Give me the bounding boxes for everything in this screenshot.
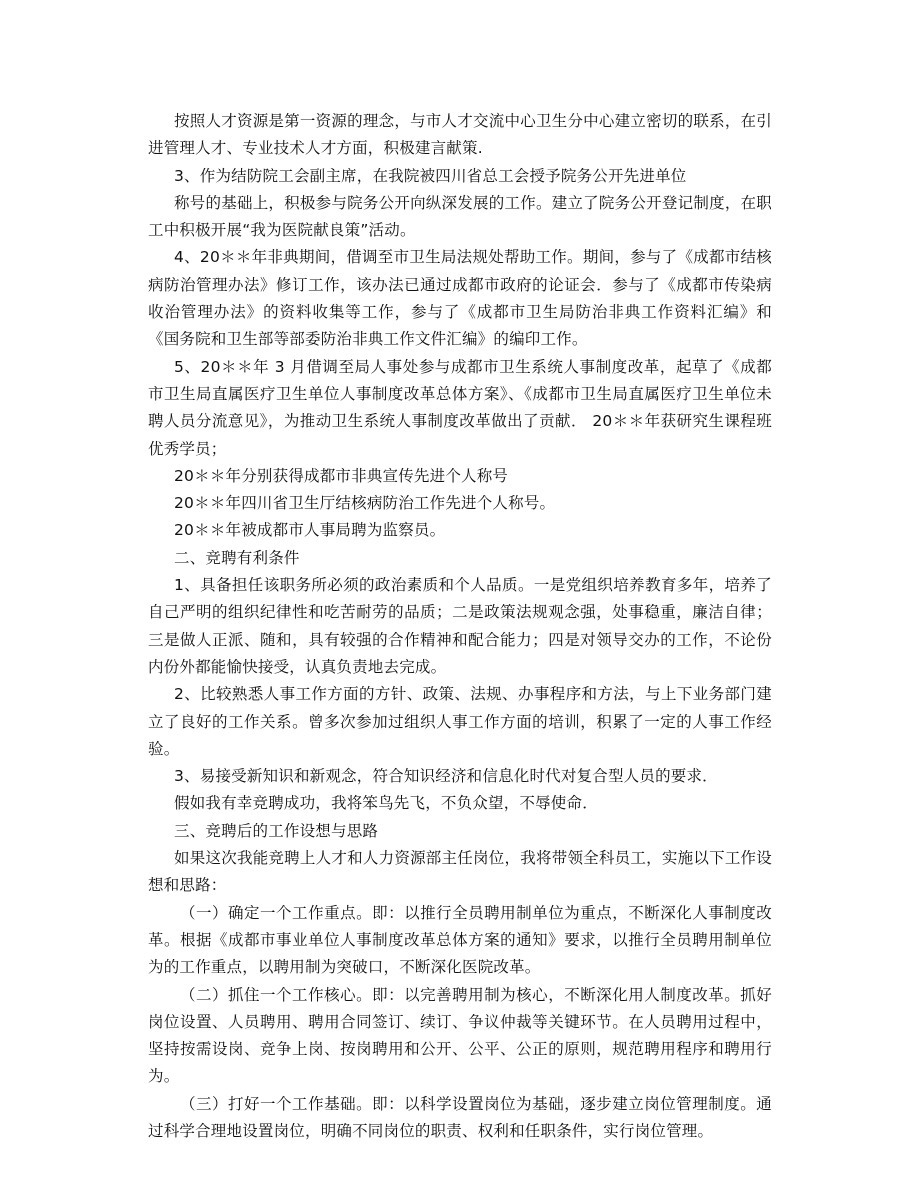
paragraph-condition-3: 3、易接受新知识和新观念，符合知识经济和信息化时代对复合型人员的要求． (174, 767, 718, 786)
paragraph-pledge: 假如我有幸竞聘成功，我将笨鸟先飞，不负众望，不辱使命． (174, 794, 598, 813)
paragraph-talent-resources: 按照人才资源是第一资源的理念，与市人才交流中心卫生分中心建立密切的联系，在引进管理人才、专业技术人才方面，积极建言献策. (148, 112, 772, 158)
section-heading-3: 三、竞聘后的工作设想与思路 (174, 821, 379, 840)
paragraph-award-2: 20＊＊年四川省卫生厅结核病防治工作先进个人称号。 (174, 494, 556, 513)
section-heading-2: 二、竞聘有利条件 (174, 548, 300, 567)
paragraph-plan-intro: 如果这次我能竞聘上人才和人力资源部主任岗位，我将带领全科员工，实施以下工作设想和思路： (148, 849, 772, 895)
paragraph-plan-3: （三）打好一个工作基础。即：以科学设置岗位为基础，逐步建立岗位管理制度。通过科学合理地设置岗位，明确不同岗位的职责、权利和任职条件，实行岗位管理。 (148, 1094, 772, 1140)
paragraph-item-4: 4、20＊＊年非典期间，借调至市卫生局法规处帮助工作。期间，参与了《成都市结核病防治管理办法》修订工作，该办法已通过成都市政府的论证会．参与了《成都市传染病收治管理办法》的资料收集等工作，参与了《成都市卫生局防治非典工作资料汇编》和《国务院和卫生部等部委防治非典工作文件汇编》的编印工作。 (148, 248, 772, 349)
document-body (148, 108, 772, 1145)
paragraph-award-1: 20＊＊年分别获得成都市非典宣传先进个人称号 (174, 466, 509, 485)
paragraph-item-5: 5、20＊＊年 3 月借调至局人事处参与成都市卫生系统人事制度改革，起草了《成都市卫生局直属医疗卫生单位人事制度改革总体方案》、《成都市卫生局直属医疗卫生单位未聘人员分流意见》，为推动卫生系统人事制度改革做出了贡献． 20＊＊年获研究生课程班优秀学员； (148, 357, 772, 458)
paragraph-plan-2: （二）抓住一个工作核心。即：以完善聘用制为核心，不断深化用人制度改革。抓好岗位设置、人员聘用、聘用合同签订、续订、争议仲裁等关键环节。在人员聘用过程中，坚持按需设岗、竞争上岗、按岗聘用和公开、公平、公正的原则，规范聘用程序和聘用行为。 (148, 985, 772, 1086)
paragraph-plan-1: （一）确定一个工作重点。即：以推行全员聘用制单位为重点，不断深化人事制度改革。根据《成都市事业单位人事制度改革总体方案的通知》要求，以推行全员聘用制单位为的工作重点，以聘用制为突破口，不断深化医院改革。 (148, 903, 772, 977)
paragraph-award-3: 20＊＊年被成都市人事局聘为监察员。 (174, 521, 446, 540)
paragraph-item-3: 3、作为结防院工会副主席，在我院被四川省总工会授予院务公开先进单位 (174, 166, 687, 185)
paragraph-condition-2: 2、比较熟悉人事工作方面的方针、政策、法规、办事程序和方法，与上下业务部门建立了良好的工作关系。曾多次参加过组织人事工作方面的培训，积累了一定的人事工作经验。 (148, 685, 772, 758)
paragraph-condition-1: 1、具备担任该职务所必须的政治素质和个人品质。一是党组织培养教育多年，培养了自己严明的组织纪律性和吃苦耐劳的品质；二是政策法规观念强，处事稳重，廉洁自律；三是做人正派、随和，具有较强的合作精神和配合能力；四是对领导交办的工作，不论份内份外都能愉快接受，认真负责地去完成。 (148, 576, 772, 676)
paragraph-item-3-cont: 称号的基础上，积极参与院务公开向纵深发展的工作。建立了院务公开登记制度，在职工中积极开展“我为医院献良策”活动。 (148, 193, 772, 240)
